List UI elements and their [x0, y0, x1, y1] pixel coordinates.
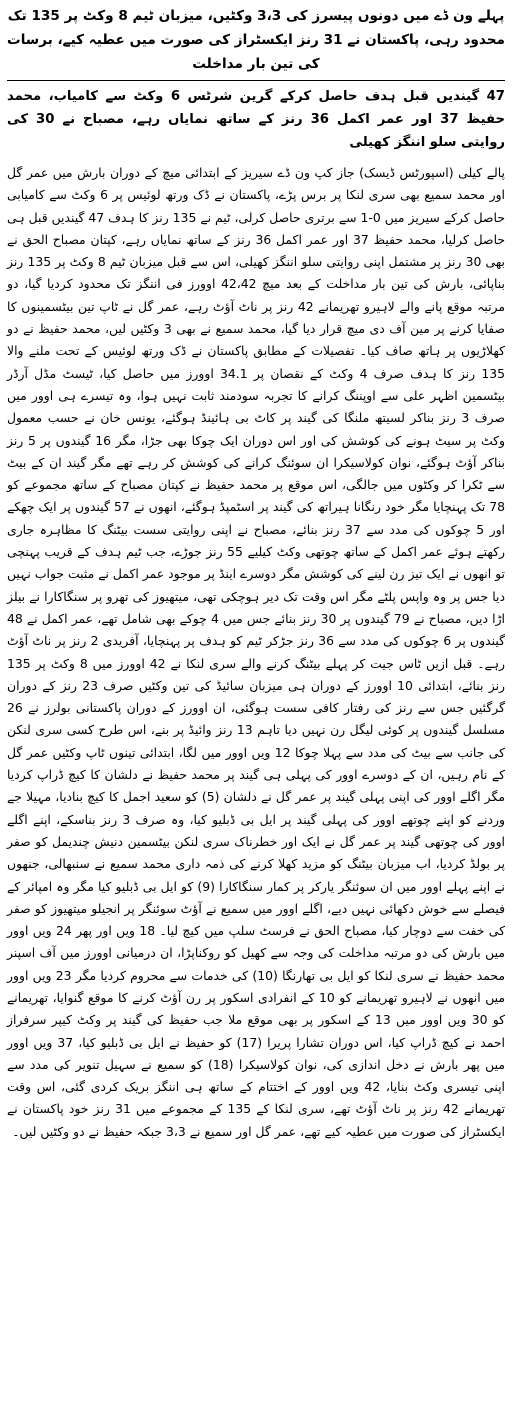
headline: پہلے ون ڈے میں دونوں پیسرز کی 3،3 وکٹیں، میزبان ٹیم 8 وکٹ پر 135 تک محدود رہی، پاکستان نے 31 رنز ایکسٹراز کی صورت میں عطیہ کیے، برسات کی تین بار مداخلت — [7, 8, 505, 72]
article-body: پالے کیلی (اسپورٹس ڈیسک) جاز کپ ون ڈے سیریز کے ابتدائی میچ کے دوران بارش میں عمر گل اور محمد سمیع بھی سری لنکا پر برس پڑے، پاکستان نے ڈک ورتھ لوئیس پر 6 وکٹ سے کامیابی حاصل کرکے سیریز میں 0-1 سے برتری حاصل کرلی، ٹیم نے 135 رنز کا ہدف 47 گیندیں قبل ہی حاصل کرلیا، محمد حفیظ 37 اور عمر اکمل 36 رنز کے ساتھ نمایاں رہے، کپتان مصباح الحق نے بھی 30 رنز پر مشتمل اپنی روایتی سلو اننگز کھیلی، اس سے قبل میزبان ٹیم 8 وکٹ پر 135 رنز بناپائی، بارش کی تین بار مداخلت کے بعد میچ 42،42 اوورز فی اننگز تک محدود کردیا گیا، دو مرتبہ موقع پانے والے لاہیرو تھریمانے 42 رنز پر ناٹ آؤٹ رہے، عمر گل نے ٹاپ تین بیٹسمینوں کا صفایا کرنے پر مین آف دی میچ قرار دیا گیا، محمد سمیع نے بھی 3 وکٹیں لیں، محمد حفیظ نے دو کھلاڑیوں پر ہاتھ صاف کیا۔ تفصیلات کے مطابق پاکستان نے ڈک ورتھ لوئیس کے تحت ملنے والا 135 رنز کا ہدف صرف 4 وکٹ کے نقصان پر 34.1 اوورز میں حاصل کیا، ٹیسٹ مڈل آرڈر بیٹسمین اظہر علی سے اوپننگ کرانے کا تجربہ سودمند ثابت نہیں ہوا، وہ تیسرے ہی اوور میں صرف 3 رنز بناکر لسیتھ ملنگا کی گیند پر کاٹ بی ہائینڈ ہوگئے، یونس خان نے حسب معمول وکٹ پر سیٹ ہونے کی کوشش کی اور اس دوران ایک چوکا بھی جڑا، مگر 16 گیندوں پر 5 رنز بناکر آؤٹ ہوگئے، نوان کولاسیکرا ان سوئنگ کرانے کی کوشش کر رہے تھے مگر گیند ان کے بیٹ سے ٹکرا کر وکٹوں میں جالگی، اس موقع پر محمد حفیظ نے کپتان مصباح کے ساتھ مجموعے کو 78 تک پہنچایا مگر خود رنگانا ہیراتھ کی گیند پر اسٹمپڈ ہوگئے، انھوں نے 57 گیندوں پر ایک چھکے اور 5 چوکوں کی مدد سے 37 رنز بنائے، مصباح نے اپنی روایتی سست بیٹنگ کا مظاہرہ جاری رکھتے ہوئے عمر اکمل کے ساتھ چوتھی وکٹ کیلیے 55 رنز جوڑے، جب ٹیم ہدف کے قریب پہنچی تو انھوں نے ایک تیز رن لینے کی کوشش مگر دوسرے اینڈ پر موجود عمر اکمل نے مثبت جواب نہیں دیا جس پر وہ واپس پلٹے مگر اس وقت تک دیر ہوچکی تھی، میتھیوز کی تھرو پر سنگاکارا نے بیلز اڑا دیں، مصباح نے 79 گیندوں پر 30 رنز بنائے جس میں 4 چوکے بھی شامل تھے، عمر اکمل نے 48 گیندوں پر 6 چوکوں کی مدد سے 36 رنز جڑکر ٹیم کو ہدف پر پہنچایا، آفریدی 2 رنز پر ناٹ آؤٹ رہے۔ قبل ازیں ٹاس جیت کر پہلے بیٹنگ کرنے والے سری لنکا نے 42 اوورز میں 8 وکٹ پر 135 رنز بنائے، ابتدائی 10 اوورز کے دوران ہی میزبان سائیڈ کی تین وکٹیں صرف 23 رنز کے دوران گرگئیں جس سے رنز کی رفتار کافی سست ہوگئی، ان اوورز کے دوران پاکستانی بولرز نے 26 مسلسل گیندوں پر کوئی لیگل رن نہیں دیا تاہم 13 رنز وائیڈ پر بنے، اس طرح کسی سری لنکن کی جانب سے بیٹ کی مدد سے پہلا چوکا 12 ویں اوور میں لگا، ابتدائی تینوں ٹاپ وکٹیں عمر گل کے نام رہیں، ان کے دوسرے اوور کی پہلی ہی گیند پر محمد حفیظ نے دلشان کا کیچ ڈراپ کردیا مگر اگلے اوور کی اپنی پہلی گیند پر عمر گل نے دلشان (5) کو سعید اجمل کا کیچ بنادیا، مہیلا جے وردنے کو اپنے چوتھے اوور کی پہلی گیند پر ایل بی ڈبلیو کیا، وہ صرف 3 رنز بناسکے، اپنے اگلے اوور کی چوتھی گیند پر عمر گل نے ایک اور خطرناک سری لنکن بیٹسمین دنیش چندیمل کو صفر پر بولڈ کردیا، اب میزبان بیٹنگ کو مزید کھلا کرنے کی ذمہ داری محمد سمیع نے سنبھالی، جنھوں نے اپنے پہلے اوور میں ان سوئنگر یارکر پر کمار سنگاکارا (9) کو ایل بی ڈبلیو کیا مگر وہ امپائر کے فیصلے سے خوش دکھائی نہیں دیے، اگلے اوور میں سمیع نے آؤٹ سوئنگر پر انجیلو میتھیوز کو صفر کی خفت سے دوچار کیا، مصباح الحق نے فرسٹ سلپ میں کیچ لیا۔ 18 ویں اور پھر 24 ویں اوور میں بارش کی دو مرتبہ مداخلت کی وجہ سے کھیل کو روکناپڑا، ان درمیانی اوورز میں آف اسپنر محمد حفیظ نے سری لنکا کو ایل بی تھارنگا (10) کی خدمات سے محروم کردیا مگر 23 ویں اوور میں انھوں نے لاہیرو تھریمانے کو 10 کے انفرادی اسکور پر رن آؤٹ کرنے کا موقع گنوایا، تھریمانے کو 30 ویں اوور میں 13 کے اسکور پر بھی موقع ملا جب حفیظ کی گیند پر وکٹ کیپر سرفراز احمد نے کیچ ڈراپ کیا، اس دوران تشارا پریرا (17) کو حفیظ نے ایل بی ڈبلیو کیا، 37 ویں اوور میں پھر بارش نے دخل اندازی کی، نوان کولاسیکرا (18) کو سمیع نے سہیل تنویر کی مدد سے اپنی تیسری وکٹ بنایا، 42 ویں اوور کے اختتام کے ساتھ ہی اننگز بریک کردی گئی، اس وقت تھریمانے 42 رنز پر ناٹ آؤٹ تھے، سری لنکا کے 135 کے مجموعے میں 31 رنز خود پاکستان نے ایکسٹراز کی صورت میں عطیہ کیے تھے، عمر گل اور سمیع نے 3،3 جبکہ حفیظ نے دو وکٹیں لیں۔ — [7, 165, 506, 1139]
subheadline: 47 گیندیں قبل ہدف حاصل کرکے گرین شرٹس 6 وکٹ سے کامیاب، محمد حفیظ 37 اور عمر اکمل 36 رنز کے ساتھ نمایاں رہے، مصباح نے 30 کی روایتی سلو اننگز کھیلی — [7, 89, 505, 150]
divider — [7, 80, 505, 81]
